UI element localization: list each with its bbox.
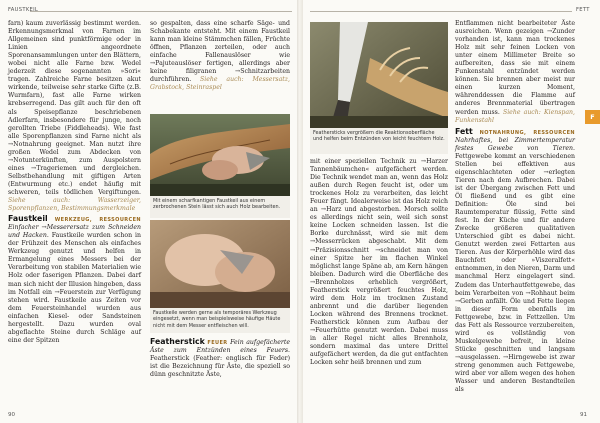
- right-column-2: [455, 20, 575, 394]
- paragraph: Featherstick (Feather: englisch für Feder) ist die Bezeichnung für Äste, die speziell so dünn geschnitzte Äste,: [150, 355, 290, 379]
- caption: Mit einem scharfkantigen Faustkeil aus einem zerbrochenen Stein lässt sich auch Holz bearbeiten.: [150, 196, 290, 218]
- letter-tab: F: [585, 110, 600, 124]
- photo-featherstick-image: [310, 22, 448, 128]
- left-running-head: FAUSTKEIL: [8, 7, 39, 13]
- left-running-rule: [30, 11, 292, 12]
- photo-faustkeil-wood: [150, 114, 290, 196]
- see-also: Siehe auch: Messersatz, Grabstock, Steinraspel: [150, 76, 290, 92]
- entry-category: NOTNAHRUNG, RESSOURCEN: [479, 129, 575, 136]
- paragraph: Faustkeile wurden schon in der Frühzeit des Menschen als einfaches Werkzeug genutzt und helfen in Ermangelung eines Messers bei der Verarbeitung von stabilen Materialien wie Holz oder faserigen Pflanzen. Dabei darf man sich nicht der Illusion hingeben, dass im Notfall ein →Feuerstein zur Verfügung stehen wird. Faustkeile aus Zeiten vor dem Feuersteinhandel wurden aus einfachen Kiesel- oder Sandsteinen hergestellt. Dazu wurden oval abgeflachte Steine durch Schläge auf eine der Spitzen: [8, 232, 141, 344]
- right-column-1: [310, 158, 448, 367]
- gutter: [297, 0, 303, 423]
- left-column-1: [8, 20, 141, 345]
- right-running-head: FETT: [576, 7, 590, 13]
- entry-definition: Nahrhaftes, bei Zimmertemperatur festes Gewebe von Tieren.: [455, 136, 575, 152]
- see-also: Siehe auch: Wasserzeiger, Sporenpflanzen, Bestimmungsmerkmale: [8, 197, 141, 213]
- entry-category: FEUER: [207, 340, 228, 346]
- left-column-2: [150, 20, 290, 92]
- paragraph: mit einer speziellen Technik zu →Harzer Tannenbäumchen« aufgefächert werden. Die Technik wendet man an, wenn das Holz außen durch Regen feucht ist, oder um trockenes Holz zu verarbeiten, das leicht Feuer fängt. Idealerweise ist das Holz reich an →Harz und abgestorben. Morsch sollte es allerdings nicht sein, weil sich sonst keine Locken schneiden lassen. Ist die Borke durchnässt, wird sie mit dem →Messerrücken abgeschabt. Mit dem →Präzisionsschnitt →schneidet man von einer Spitze her im flachen Winkel möglichst lange Späne ab, am Kern hängen bleiben. Dadurch wird die Oberfläche des →Brennholzes erheblich vergrößert, Featherstick vergrößert feuchtes Holz, wird dem Holz im trocknen Zustand anbrennt und die darüber liegenden Locken während des Brennens trocknet. Featherstick können zum Aufbau der →Feuerhütte genutzt werden. Dabei muss in aller Regel nicht alles Brennholz, sondern maximal das untere Drittel aufgefächert werden, da die gut entfachten Locken sehr heiß brennen und zum: [310, 158, 448, 367]
- see-also: Siehe auch: Kienspan, Funkenstahl: [455, 108, 575, 124]
- photo-faustkeil-hide: [150, 220, 290, 308]
- photo-featherstick: [310, 22, 448, 128]
- entry-category: WERKZEUG, RESSOURCEN: [54, 217, 141, 224]
- photo-faustkeil-hide-image: [150, 220, 290, 308]
- paragraph: so gespalten, dass eine scharfe Säge- und Schabekante entsteht. Mit einem Faustkeil kann man kleine Stämmchen fällen, Früchte öffnen, Pflanzen zerteilen, oder auch einfache Fallenauslöser wie →Pajuteauslöser fertigen, allerdings aber keine filigranen →Schnitzarbeiten durchführen.: [150, 20, 290, 84]
- photo-faustkeil-wood-image: [150, 114, 290, 196]
- entry-keyword: Featherstick: [150, 337, 205, 346]
- paragraph: farn) kaum zuverlässig bestimmt werden. Erkennungsmerkmal von Farnen im Allgemeinen sind punktförmige oder in Linien angeordnete Sporenansammlungen unter den Blättern, wobei nicht alle Farne bzw. Wedel jederzeit diese sogenannten »Sori« tragen. Zahlreiche Farne besitzen akut wirkende, teilweise sehr starke Gifte (z.B. Wurmfarn), fast alle Farne wirken krebserregend. Das gilt auch für den oft als Speisepflanze beschriebenen Adlerfarn, insbesondere für junge, noch gerollten Triebe (Fiddleheads). Wie fast alle Sporenpflanzen sind Farne nicht als →Notnahrung geeignet. Man nutzt ihre großen Wedel zum Abdecken von →Notunterkünften, zum Auspolstern eines →Trageriemen und dergleichen. Selbstbehandlung mit giftigen Arten (Entwurmung etc.) endet häufig mit schweren, teils tödlichen Vergiftungen.: [8, 20, 141, 196]
- left-folio: 90: [8, 412, 15, 418]
- right-folio: 91: [580, 412, 587, 418]
- entry-definition: Fein aufgefächerte Äste zum Entzünden eines Feuers.: [150, 339, 290, 355]
- paragraph: Entflammen nicht bearbeiteter Äste ausreichen. Wenn gezeigen →Zunder vorhanden ist, kann man trockenes Holz mit sehr feinen Locken von unter einem Millimeter Breite so aufbereiten, dass sie mit einem Funkenstahl entzündet werden können. Sie brennen aber meist nur einen kurzen Moment, währenddessen die Flamme auf anderes Brennmaterial übertragen werden muss.: [455, 20, 575, 116]
- caption: Faustkeile werden gerne als temporäres Werkzeug eingesetzt, wenn man beispielsweise häufige Häute nicht mit dem Messer entfleischen will.: [150, 308, 290, 333]
- caption: Feathersticks vergrößern die Reaktionsoberfläche und helfen beim Entzünden von leicht feuchtem Holz.: [310, 128, 448, 154]
- entry-definition: Einfacher →Messerersatz zum Schneiden und Hacken.: [8, 224, 141, 240]
- left-column-2-bottom: [150, 338, 290, 379]
- entry-keyword: Faustkeil: [8, 214, 48, 224]
- right-running-rule: [310, 11, 572, 12]
- paragraph: Fettgewebe kommt an verschiedenen Stellen bei effektiven aus eigenschlachteten oder →erlegten Tieren nach dem Aufbrechen. Dabei ist der Übergang zwischen Fett und Öl fließend und es gibt eine Definition: Öle sind bei Raumtemperatur flüssig, Fette sind fest. In der Küche und für andere Zwecke größeren qualitativen Unterschied gibt es dabei nicht. Genutzt werden zwei Fettarten aus Tieren. Aus der Körperhöhle wird das Bauchfett oder »Viszeralfett« entnommen, in den Nieren, Darm und manchmal Herz eingelagert sind. Zudem das Unterhautfettgewebe, das beim Verarbeiten von →Rohhaut beim →Gerben anfällt. Öle und Fette liegen in dieser Form ebenfalls im Fettgewebe, bzw. in Fettzellen. Um das Fett als Ressource verzubereiten, wird es vollständig von Muskelgewebe befreit, in kleine Stücke geschnitten und langsam →ausgelassen. →Hirngewebe ist zwar streng genommen auch Fettgewebe, wird aber vor allem wegen des hohen Wasser und anderen Bestandteilen als: [455, 152, 575, 394]
- entry-keyword: Fett: [455, 126, 473, 136]
